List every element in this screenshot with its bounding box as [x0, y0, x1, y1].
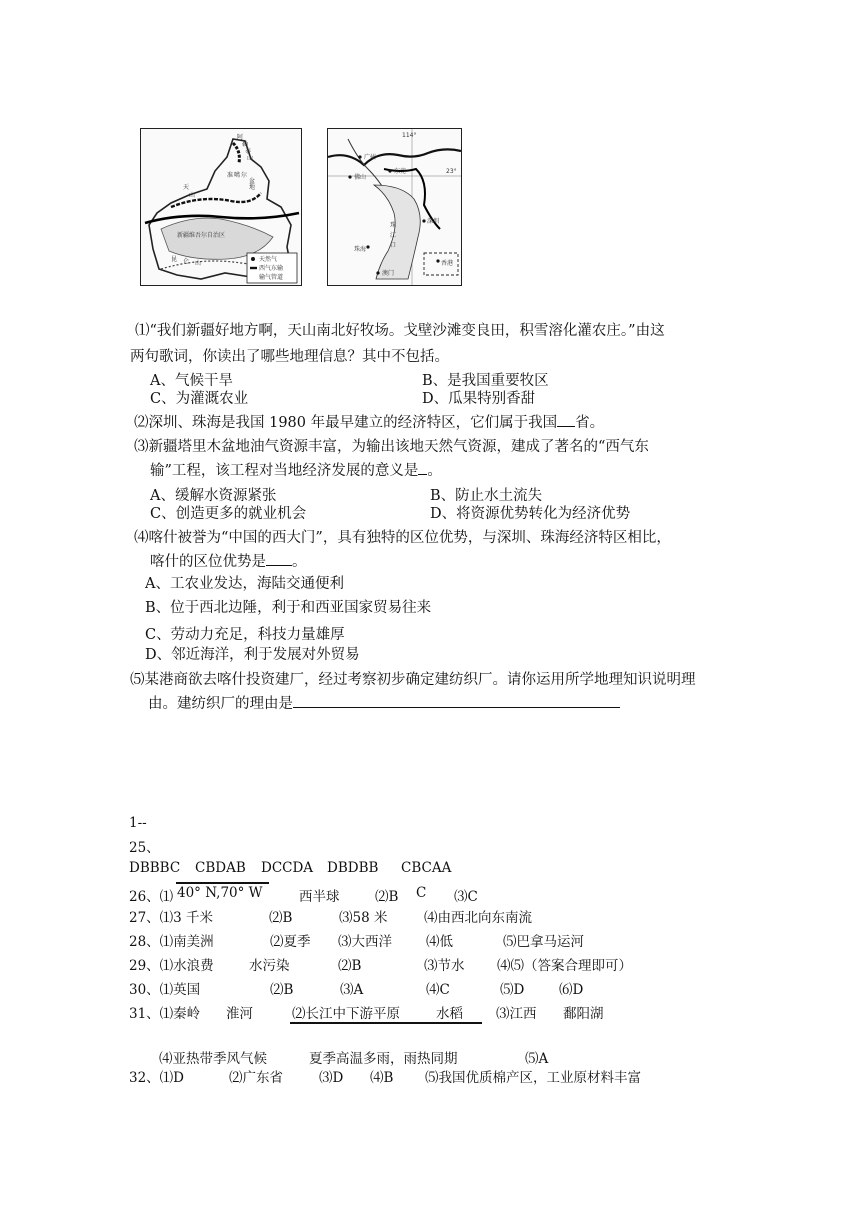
q1-option-d: D、瓜果特别香甜 — [422, 391, 536, 407]
map-label: 噶 — [234, 172, 241, 179]
map-label: 山 — [247, 155, 254, 162]
answer-part: ⑵B — [270, 982, 294, 998]
map-label: 仑 — [183, 258, 190, 265]
q1-line2: 两句歌词，你读出了哪些地理信息？其中不包括。 — [130, 349, 449, 365]
q4-line1: ⑷喀什被誉为“中国的西大门”，具有独特的区位优势，与深圳、珠海经济特区相比， — [134, 530, 671, 546]
q3-option-a: A、缓解水资源紧张 — [150, 488, 277, 504]
answer-group: CBCAA — [401, 860, 452, 876]
answer-part: ⑸我国优质棉产区，工业原材料丰富 — [425, 1070, 641, 1086]
q4-option-b: B、位于西北边陲，利于和西亚国家贸易往来 — [145, 600, 432, 616]
q3-option-b: B、防止水土流失 — [430, 488, 543, 504]
answer-part: 30、⑴英国 — [129, 982, 201, 998]
q3-line2 — [150, 459, 442, 480]
q4-blank — [266, 551, 292, 566]
map-label: 山 — [189, 192, 196, 199]
answer-part: ⑶A — [340, 982, 364, 998]
answer-part: ⑵长江中下游平原 — [292, 1006, 400, 1022]
answer-part: 西半球 — [299, 889, 340, 905]
answer-part: ⑷亚热带季风气候 — [159, 1051, 267, 1067]
map-label: 泰 — [245, 148, 252, 155]
q5-line1: ⑸某港商欲去喀什投资建厂，经过考察初步确定建纺织厂。请你运用所学地理知识说明理 — [130, 672, 696, 688]
map-label: 昆 — [171, 256, 178, 263]
answer-part: ⑶D — [319, 1070, 344, 1086]
map-label: 阿 — [237, 134, 244, 141]
place-label: 澳门 — [382, 270, 395, 277]
answer-part: ⑸D — [500, 982, 525, 998]
place-label: 广州 — [364, 154, 377, 161]
answer-part: ⑵B — [375, 889, 399, 905]
answer-header: 1-- — [129, 815, 147, 831]
q5-blank — [293, 693, 620, 708]
q4-text: 喀什的区位优势是 — [150, 554, 266, 570]
answer-part: ⑵广东省 — [229, 1070, 283, 1086]
answer-part: ⑷B — [370, 1070, 394, 1086]
latitude-label: 23° — [446, 168, 457, 175]
map-label: 盆 — [249, 178, 256, 185]
q2-text: ⑵深圳、珠海是我国 1980 年最早建立的经济特区，它们属于我国 — [134, 415, 558, 431]
answer-part: ⑸A — [525, 1051, 549, 1067]
answer-part: C — [416, 885, 427, 901]
underline-31 — [290, 1022, 482, 1024]
legend-item: 天然气 — [259, 256, 278, 263]
answer-part: ⑶大西洋 — [338, 934, 392, 950]
answer-part: ⑸巴拿马运河 — [503, 934, 584, 950]
answer-group: DBDBB — [327, 860, 379, 876]
place-label: 佛山 — [354, 174, 367, 181]
answer-part: ⑵B — [269, 910, 293, 926]
q2-line — [134, 411, 604, 432]
legend-item: 输气管道 — [259, 274, 284, 281]
answer-part: ⑶节水 — [424, 958, 465, 974]
q3-line1: ⑶新疆塔里木盆地油气资源丰富，为输出该地天然气资源，建成了著名的“西气东 — [134, 439, 649, 455]
q4-option-c: C、劳动力充足，科技力量雄厚 — [145, 627, 345, 643]
answer-part: ⑷低 — [426, 934, 453, 950]
answer-part: 40° N,70° W — [177, 885, 263, 901]
answer-part: ⑵B — [338, 958, 362, 974]
q3-option-c: C、创造更多的就业机会 — [150, 506, 307, 522]
longitude-label: 114° — [402, 132, 417, 139]
answer-part: 鄱阳湖 — [563, 1006, 604, 1022]
xinjiang-map — [140, 128, 302, 286]
q4-option-d: D、邻近海洋，利于发展对外贸易 — [145, 647, 360, 663]
answer-part: 水稻 — [436, 1006, 463, 1022]
place-label: 香港 — [441, 260, 454, 267]
answer-25-label: 25、 — [129, 840, 160, 856]
pearl-river-delta-drawing — [328, 129, 461, 285]
answer-part: ⑷C — [426, 982, 450, 998]
answer-part: 27、⑴3 千米 — [129, 910, 214, 926]
map-label: 地 — [249, 184, 256, 191]
map-label: 准 — [227, 172, 234, 179]
q3-text-end: 。 — [427, 463, 442, 479]
answer-part: ⑵夏季 — [270, 934, 311, 950]
answer-part: ⑷由西北向东南流 — [424, 910, 532, 926]
answer-part: 淮河 — [226, 1006, 253, 1022]
answer-part: 夏季高温多雨，雨热同期 — [309, 1051, 458, 1067]
q4-option-a: A、工农业发达，海陆交通便利 — [145, 576, 344, 592]
answer-part: 29、⑴水浪费 — [129, 958, 214, 974]
answer-group: CBDAB — [195, 860, 246, 876]
answer-part: 28、⑴南美洲 — [129, 934, 214, 950]
answer-part: ⑹D — [559, 982, 584, 998]
place-label: 东莞 — [394, 168, 407, 175]
q1-line1: ⑴“我们新疆好地方啊，天山南北好牧场。戈壁沙滩变良田，积雪溶化灌农庄。”由这 — [135, 323, 665, 339]
legend-item: 西气东输 — [259, 265, 284, 272]
place-label: 珠 — [390, 222, 397, 229]
q4-line2 — [150, 550, 307, 571]
answer-part: ⑶58 米 — [339, 910, 388, 926]
answer-group: DBBBC — [129, 860, 181, 876]
answer-part: 32、⑴D — [129, 1070, 185, 1086]
map-label: 勒 — [242, 141, 249, 148]
q3-option-d: D、将资源优势转化为经济优势 — [430, 506, 631, 522]
answer-part: ⑶C — [454, 889, 478, 905]
map-label: 尔 — [241, 172, 248, 179]
place-label: 深圳 — [427, 218, 440, 225]
place-label: 珠海 — [354, 246, 367, 253]
answer-part: 31、⑴秦岭 — [129, 1006, 201, 1022]
q1-option-c: C、为灌溉农业 — [150, 391, 249, 407]
q5-text: 由。建纺织厂的理由是 — [148, 696, 293, 712]
overline-26 — [176, 882, 269, 884]
q2-text-end: 省。 — [575, 415, 605, 431]
answer-part: 水污染 — [249, 958, 290, 974]
answer-part: 26、⑴ — [129, 889, 174, 905]
map-label: 天 — [183, 184, 190, 191]
place-label: 口 — [390, 242, 397, 249]
answer-group: DCCDA — [261, 860, 314, 876]
q3-text: 输”工程，该工程对当地经济发展的意义是 — [150, 463, 419, 479]
place-label: 江 — [390, 232, 397, 239]
map-label-region: 新疆维吾尔自治区 — [177, 232, 226, 239]
xinjiang-map-drawing — [141, 129, 301, 285]
q1-option-b: B、是我国重要牧区 — [422, 373, 549, 389]
map-label: 山 — [195, 260, 202, 267]
answer-part: ⑷⑸（答案合理即可） — [497, 958, 632, 974]
q4-text-end: 。 — [292, 554, 307, 570]
q1-option-a: A、气候干旱 — [150, 373, 233, 389]
q5-line2 — [148, 692, 620, 713]
answer-part: ⑶江西 — [496, 1006, 537, 1022]
pearl-river-delta-map — [327, 128, 462, 286]
q2-blank — [557, 412, 575, 427]
